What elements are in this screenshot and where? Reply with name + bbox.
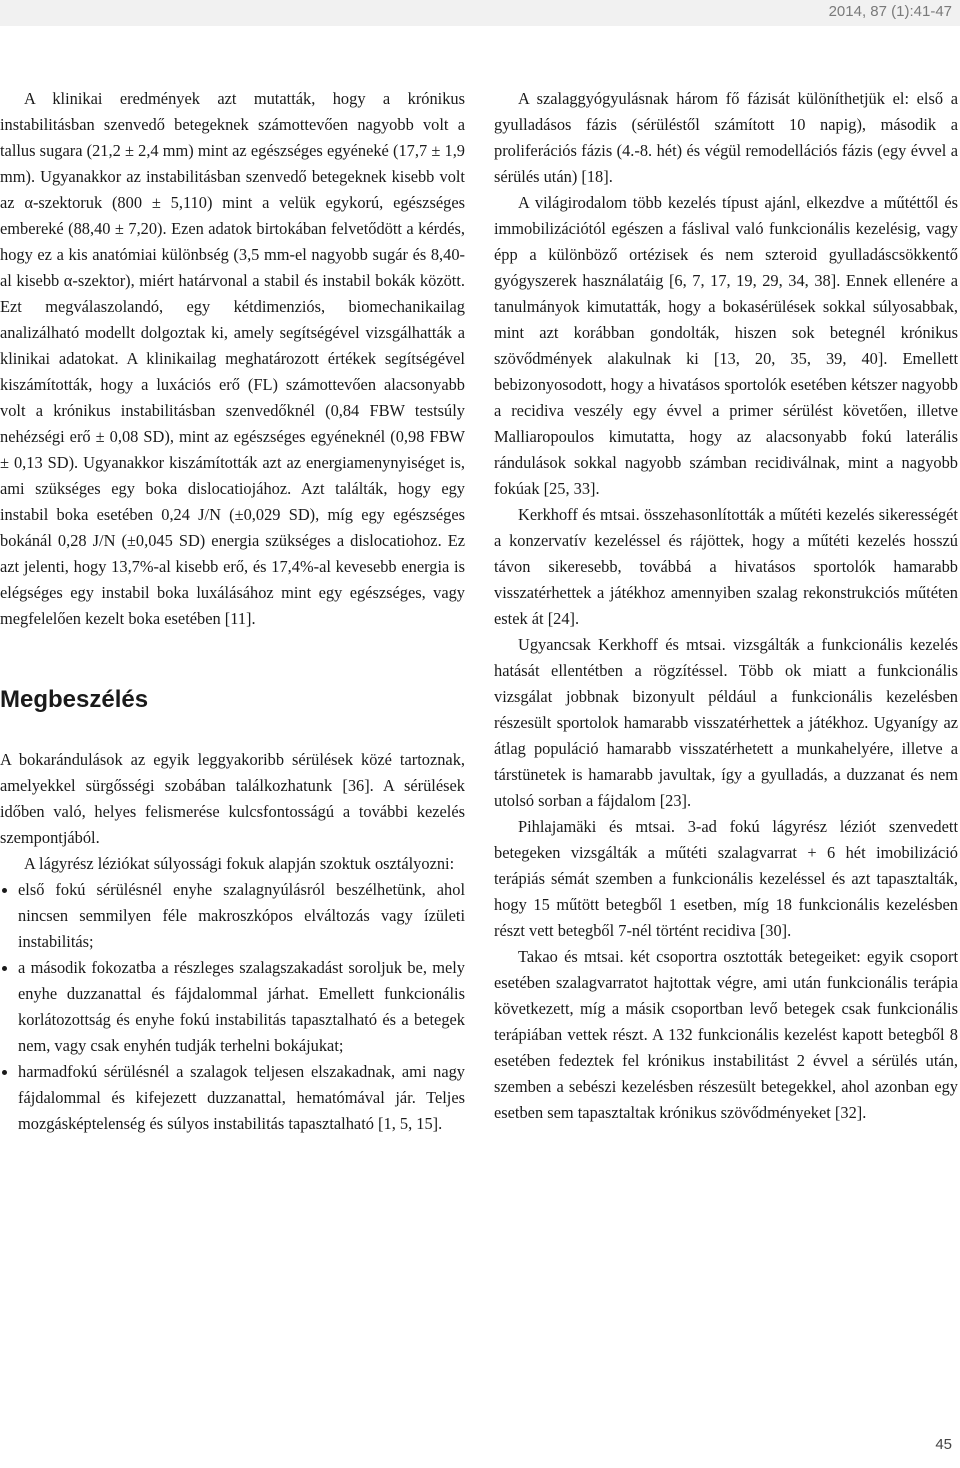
journal-citation: 2014, 87 (1):41-47 [828, 3, 952, 20]
page-number: 45 [935, 1436, 952, 1453]
list-item: harmadfokú sérülésnél a szalagok teljesen elszakadnak, ami nagy fájdalommal és kifejezett duzzanattal, hematómával jár. Teljes mozgásképtelenség és súlyos instabilitás tapasztalható [1, 5, 15]. [0, 1059, 465, 1137]
running-header [0, 0, 960, 26]
list-item: első fokú sérülésnél enyhe szalagnyúlásról beszélhetünk, ahol nincsen semmilyen féle makroszkópos elváltozás vagy ízületi instabilitás; [0, 877, 465, 955]
body-paragraph: Kerkhoff és mtsai. összehasonlították a műtéti kezelés sikerességét a konzervatív kezeléssel és rájöttek, hogy a műtéti kezelés hosszú távon sikeresebb, továbbá a hivatásos sportolók hamarabb visszatérhettek a játékhoz amennyiben szalag rekonstrukciós műtéten estek át [24]. [494, 505, 958, 628]
discussion-paragraph: A bokarándulások az egyik leggyakoribb sérülések közé tartoznak, amelyekkel sürgősségi szobában találkozhatunk [36]. A sérülések időben való, helyes felismerése kulcsfontosságú a további kezelés szempontjából. [0, 750, 465, 847]
body-paragraph: A szalaggyógyulásnak három fő fázisát különíthetjük el: első a gyulladásos fázis (sérüléstől számított 10 napig), második a proliferációs fázis (4.-8. hét) és végül remodellációs fázis (egy évvel a sérülés után) [18]. [494, 89, 958, 186]
results-paragraph: A klinikai eredmények azt mutatták, hogy a krónikus instabilitásban szenvedő betegeknek számottevően nagyobb volt a tallus sugara (21,2 ± 2,4 mm) mint az egészséges egyéneké (17,7 ± 1,9 mm). Ugyanakkor az instabilitásban szenvedő betegeknek kisebb volt az α-szektoruk (800 ± 5,110) mint a velük egykorú, egészséges embereké (88,40 ± 7,20). Ezen adatok birtokában felvetődött a kérdés, hogy ez a kis anatómiai különbség (3,5 mm-el nagyobb sugár és 8,40-al kisebb α-szektor), miért határvonal a stabil és instabil bokák között. Ezt megválaszolandó, egy kétdimenziós, biomechanikailag analizálható modellt dolgoztak ki, amely segítségével vizsgálhatták a klinikai adatokat. A klinikailag meghatározott értékek segítségével kiszámították, hogy a luxációs erő (FL) számottevően alacsonyabb volt a krónikus instabilitásban szenvedőknél (0,84 FBW testsúly nehézségi erő ± 0,08 SD), mint az egészséges egyéneknél (0,98 FBW ± 0,13 SD). Ugyanakkor kiszámították azt az energiamenynyiséget is, ami szükséges egy boka dislocatiojához. Azt találták, hogy egy instabil boka esetében 0,24 J/N (±0,029 SD), míg egy egészséges bokánál 0,28 J/N (±0,045 SD) energia szükséges a dislocatiohoz. Ez azt jelenti, hogy 13,7%-al kisebb erő, és 17,4%-al kevesebb energia is elégséges egy instabil boka luxálásához mint egy egészséges, vagy megfelelően kezelt boka esetében [11]. [0, 89, 465, 628]
body-paragraph: A világirodalom több kezelés típust ajánl, elkezdve a műtéttől és immobilizációtól egészen a fáslival való funkcionális kezelésig, vagy épp a különböző ortézisek és nem szteroid gyulladáscsökkentő gyógyszerek használatáig [6, 7, 17, 19, 29, 34, 38]. Ennek ellenére a tanulmányok kimutatták, hogy a bokasérülések sokkal súlyosabbak, mint azt korábban gondolták, hiszen sok betegnél krónikus szövődmények alakulnak ki [13, 20, 35, 39, 40]. Emellett bebizonyosodott, hogy a hivatásos sportolók esetében kétszer nagyobb a recidiva veszély egy évvel a primer sérülést követően, illetve Malliaropoulos kimutatta, hogy az alacsonyabb fokú laterális rándulások sokkal nagyobb számban recidiválnak, mint a nagyobb fokúak [25, 33]. [494, 193, 958, 498]
body-paragraph: Ugyancsak Kerkhoff és mtsai. vizsgálták a funkcionális kezelés hatását ellentétben a rögzítéssel. Több ok miatt a funkcionális vizsgálat jobbnak bizonyult például a funkcionális kezelésben részesült sportolok hamarabb visszatérhettek a játékhoz. Ugyanígy az átlag populáció hamarabb visszatérhetett a munkahelyére, illetve a társtünetek is hamarabb javultak, így a gyulladás, a duzzanat és nem utolsó sorban a fájdalom [23]. [494, 635, 958, 810]
body-paragraph: Takao és mtsai. két csoportra osztották betegeiket: egyik csoport esetében szalagvarratot hajtottak végre, ami után funkcionális terápia következett, míg a másik csoportban levő betegek csak funkcionális terápiában vettek részt. A 132 funkcionális kezelést kapott betegből 8 esetében fedeztek fel krónikus instabilitást 2 évvel a sérülés után, szemben a sebészi kezelésben részesült betegekkel, ahol azonban egy esetben sem tapasztaltak krónikus szövődményeket [32]. [494, 947, 958, 1122]
list-item: a második fokozatba a részleges szalagszakadást soroljuk be, mely enyhe duzzanattal és fájdalommal járhat. Emellett funkcionális korlátozottság és enyhe fokú instabilitás tapasztalható és a betegek nem, vagy csak enyhén tudják terhelni bokájukat; [0, 955, 465, 1059]
left-column [0, 86, 465, 1137]
right-column [494, 86, 958, 1126]
classification-list [0, 877, 465, 1137]
body-paragraph: Pihlajamäki és mtsai. 3-ad fokú lágyrész léziót szenvedett betegeken vizsgálták a műtéti szalagvarrat + 6 hét imobilizáció terápiás sémát szemben a funkcionális kezeléssel és azt tapasztalták, hogy 15 műtött betegből 1 esetben, míg 18 funkcionális kezelésben részt vett betegből 7-nél történt recidiva [30]. [494, 817, 958, 940]
section-title: Megbeszélés [0, 686, 149, 713]
classification-intro: A lágyrész léziókat súlyossági fokuk alapján szoktuk osztályozni: [24, 854, 455, 873]
